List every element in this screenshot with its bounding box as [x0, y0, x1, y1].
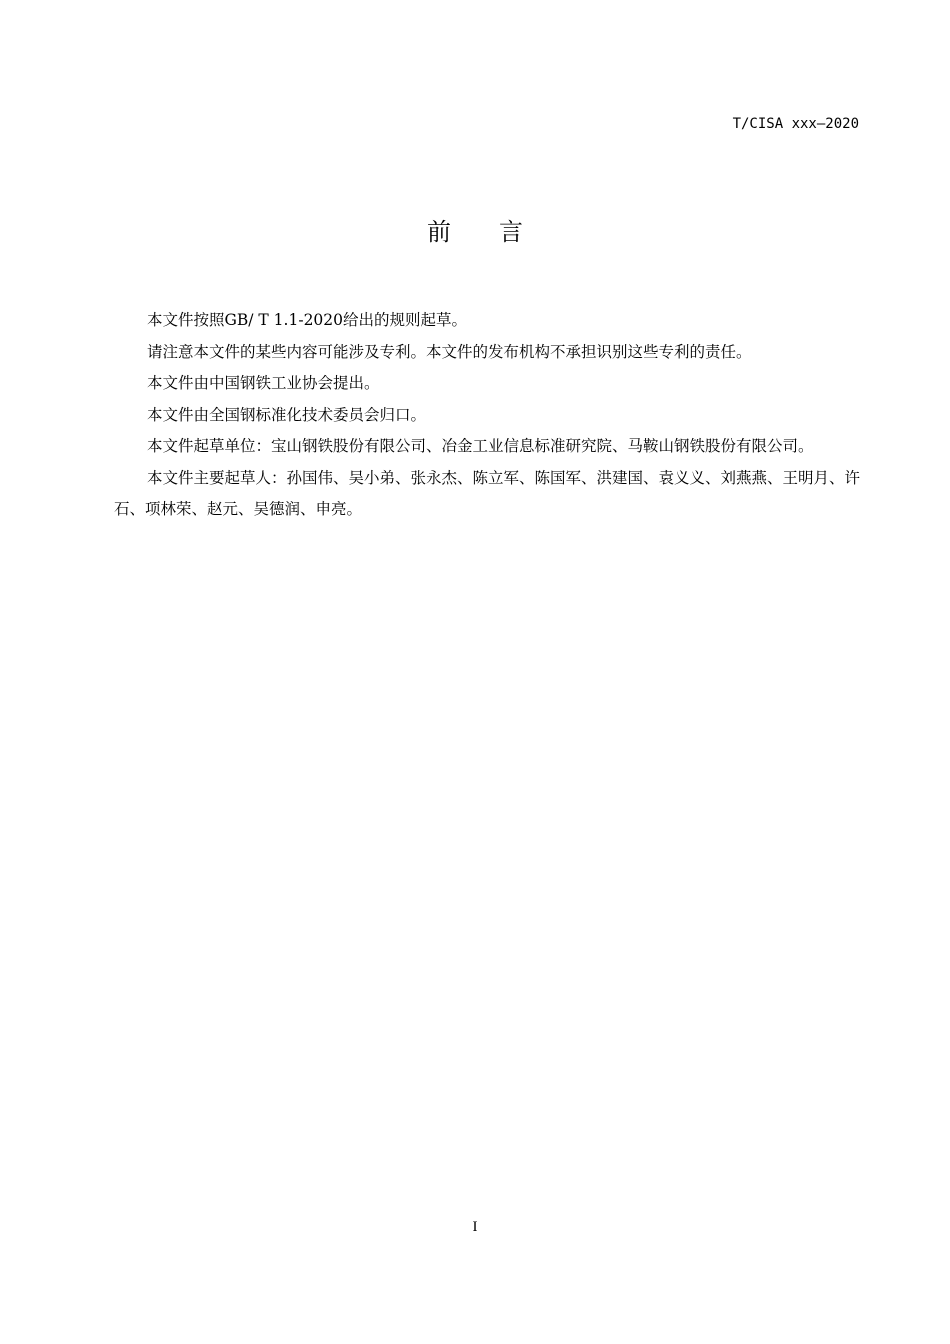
paragraph-drafters: 本文件主要起草人：孙国伟、吴小弟、张永杰、陈立军、陈国军、洪建国、袁义义、刘燕燕、王明月、许石、项林荣、赵元、吴德润、申亮。	[114, 468, 861, 518]
paragraph-drafting-rules: 本文件按照GB/ T 1.1-2020给出的规则起草。	[147, 311, 468, 329]
title-char-2: 言	[499, 218, 523, 246]
page-title	[0, 212, 950, 247]
paragraph-patent-notice: 请注意本文件的某些内容可能涉及专利。本文件的发布机构不承担识别这些专利的责任。	[147, 342, 752, 361]
paragraph-drafting-units: 本文件起草单位：宝山钢铁股份有限公司、冶金工业信息标准研究院、马鞍山钢铁股份有限公司。	[147, 437, 814, 455]
paragraph-proposer: 本文件由中国钢铁工业协会提出。	[147, 374, 380, 392]
foreword-body	[114, 305, 860, 526]
paragraph-committee: 本文件由全国钢标准化技术委员会归口。	[147, 405, 427, 424]
title-char-1: 前	[427, 218, 451, 246]
document-code: T/CISA xxx—2020	[732, 116, 859, 132]
page-number: I	[472, 1219, 478, 1235]
